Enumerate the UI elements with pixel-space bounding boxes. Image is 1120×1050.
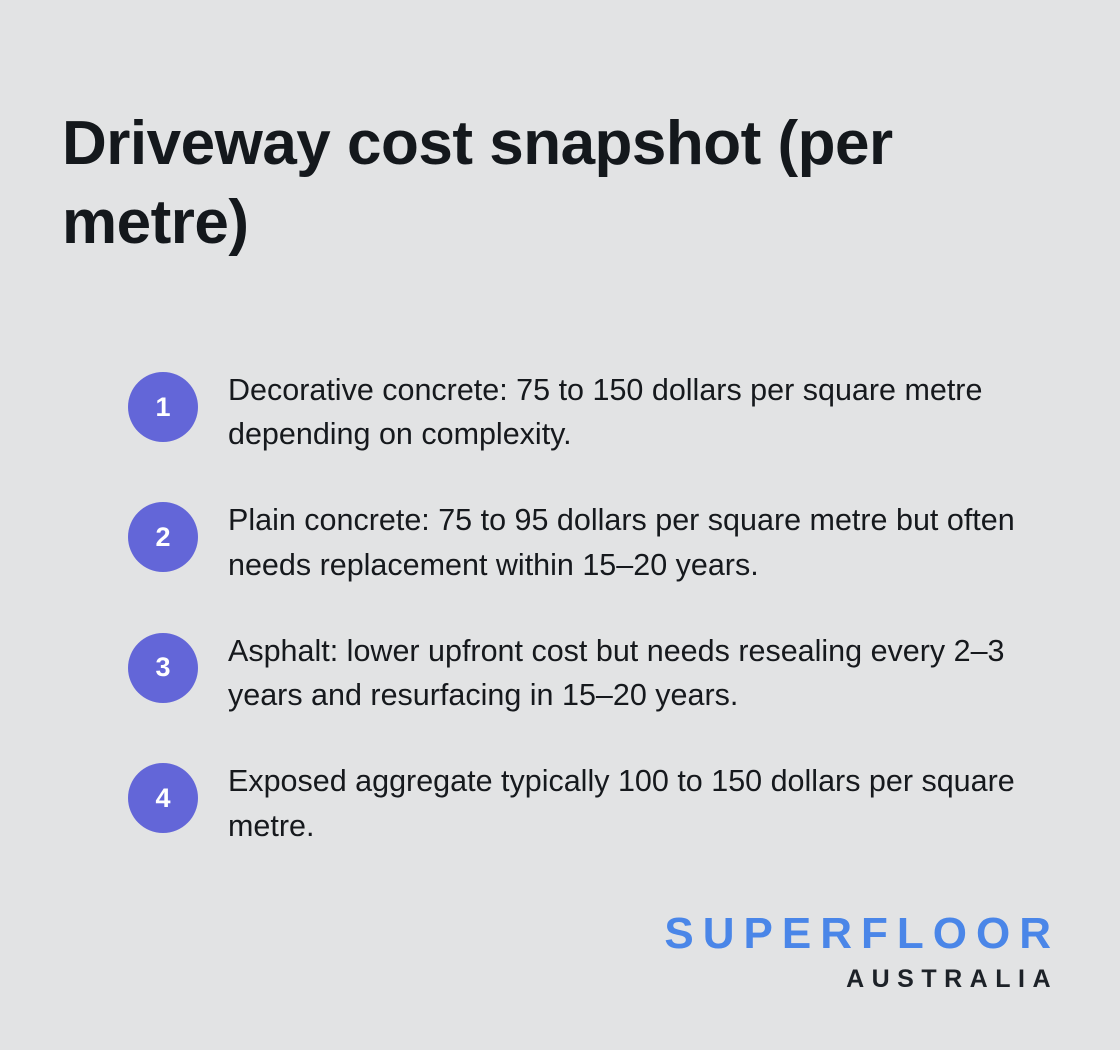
list-item	[128, 759, 1068, 847]
list-item	[128, 629, 1068, 717]
list-item-text: Decorative concrete: 75 to 150 dollars per square metre depending on complexity.	[228, 373, 983, 452]
list-item	[128, 368, 1068, 456]
brand-logo-primary: SUPERFLOOR	[664, 909, 1060, 958]
brand-logo	[664, 909, 1060, 993]
list-item-number-badge: 3	[128, 633, 198, 703]
cost-list	[128, 368, 1068, 890]
list-item-text: Plain concrete: 75 to 95 dollars per square metre but often needs replacement within 15–20 years.	[228, 503, 1015, 582]
list-item	[128, 498, 1068, 586]
list-item-number-badge: 2	[128, 502, 198, 572]
page-title: Driveway cost snapshot (per metre)	[62, 109, 893, 258]
list-item-text: Asphalt: lower upfront cost but needs resealing every 2–3 years and resurfacing in 15–20 years.	[228, 633, 1005, 713]
list-item-number-badge: 1	[128, 372, 198, 442]
list-item-text: Exposed aggregate typically 100 to 150 dollars per square metre.	[228, 764, 1015, 843]
list-item-number-badge: 4	[128, 763, 198, 833]
brand-logo-secondary: AUSTRALIA	[846, 965, 1058, 993]
